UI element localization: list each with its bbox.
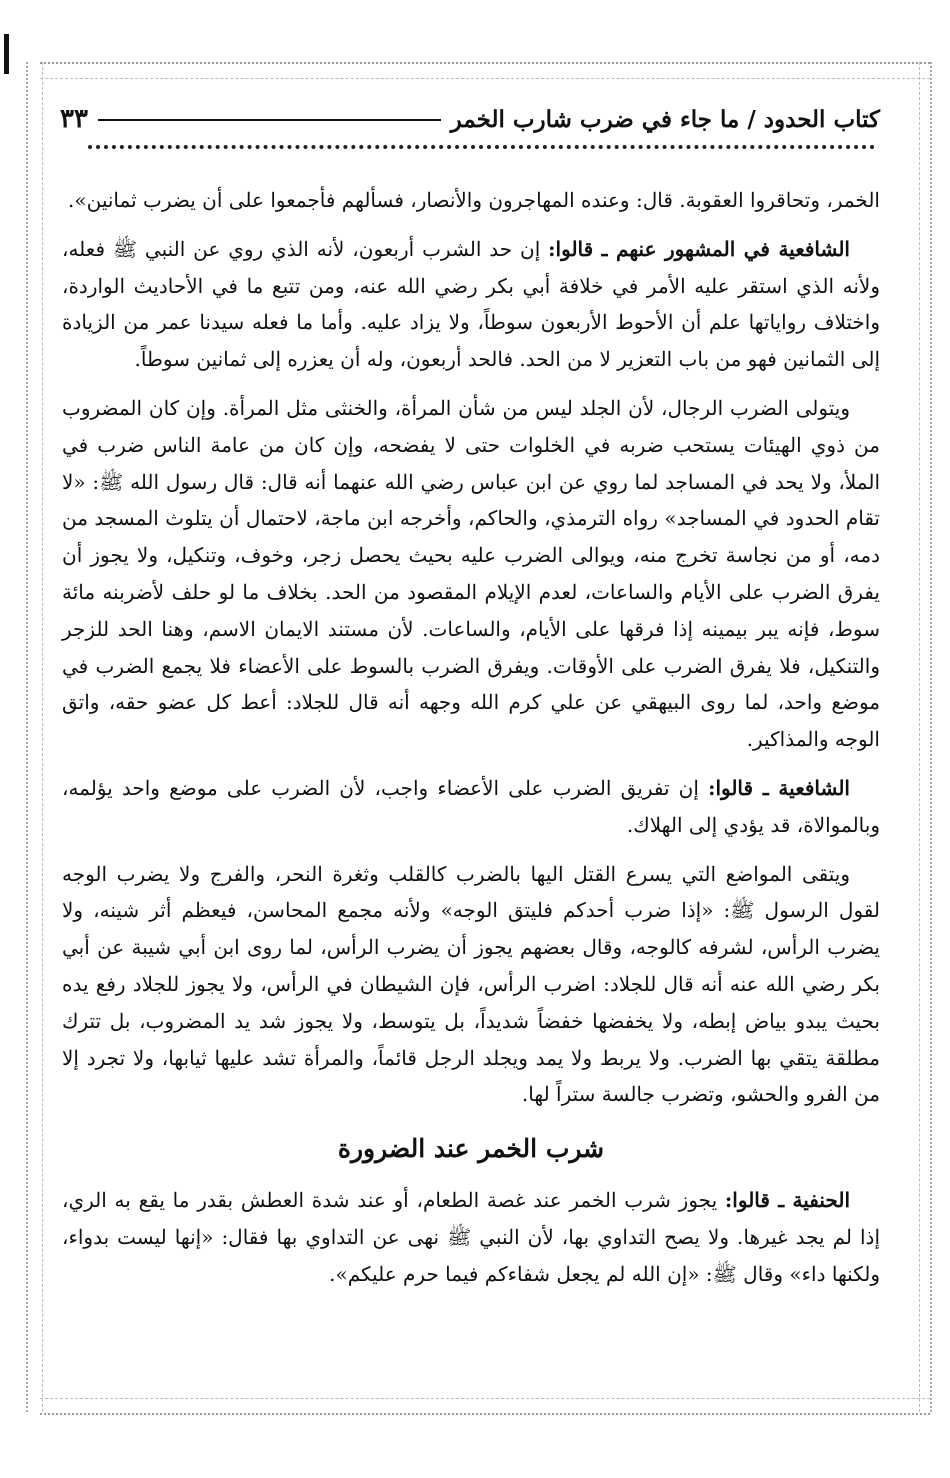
paragraph-lead: الشافعية ـ قالوا: <box>708 775 850 800</box>
paragraph-lead: الحنفية ـ قالوا: <box>724 1187 850 1212</box>
paragraph-shafii-2: الشافعية ـ قالوا: إن تفريق الضرب على الأعضاء واجب، لأن الضرب على موضع واحد يؤلمه، وبالموالاة، قد يؤدي إلى الهلاك. <box>62 775 880 837</box>
paragraph-hanafi: الحنفية ـ قالوا: يجوز شرب الخمر عند غصة الطعام، أو عند شدة العطش بقدر ما يقع به الري، إذا لم يجد غيرها. ولا يصح التداوي بها، لأن النبي ﷺ نهى عن التداوي بها فقال: «إنها ليست بدواء، ولكنها داء» وقال ﷺ: «إن الله لم يجعل شفاءكم فيما حرم عليكم». <box>62 1187 880 1286</box>
paragraph-1: الخمر، وتحاقروا العقوبة. قال: وعنده المهاجرون والأنصار، فسألهم فأجمعوا على أن يضرب ثمانين». <box>68 188 880 212</box>
section-title: شرب الخمر عند الضرورة <box>337 1134 605 1164</box>
header-rule <box>98 119 441 121</box>
page-content <box>62 182 880 1304</box>
paragraph-5: ويتقى المواضع التي يسرع القتل اليها بالضرب كالقلب وثغرة النحر، والفرج ولا يضرب الوجه لقول الرسول ﷺ: «إذا ضرب أحدكم فليتق الوجه» ولأنه مجمع المحاسن، فيعظم أثر شينه، ولا يضرب الرأس، لشرفه كالوجه، وقال بعضهم يجوز أن يضرب الرأس، لما روى ابن أبي شيبة عن أبي بكر رضي الله عنه أنه قال للجلاد: اضرب الرأس، فإن الشيطان في الرأس، ولا يجوز للجلاد رفع يده بحيث يبدو بياض إبطه، ولا يخفضها خفضاً شديداً، بل يتوسط، ولا يجوز شد يد المضروب، بل تترك مطلقة يتقي بها الضرب. ولا يربط ولا يمد ويجلد الرجل قائماً، والمرأة تشد عليها ثيابها، ولا تجرد إلا من الفرو والحشو، وتضرب جالسة ستراً لها. <box>62 861 880 1107</box>
ornamental-border-top <box>40 62 930 79</box>
running-header <box>60 104 880 140</box>
page-number: ٣٣ <box>60 104 88 134</box>
paragraph-3: ويتولى الضرب الرجال، لأن الجلد ليس من شأن المرأة، والخنثى مثل المرأة. وإن كان المضروب من ذوي الهيئات يستحب ضربه في الخلوات حتى لا يفضحه، وإن كان من عامة الناس ضرب في الملأ، ولا يحد في المساجد لما روي عن ابن عباس رضي الله عنهما أنه قال: قال رسول الله ﷺ: «لا تقام الحدود في المساجد» رواه الترمذي، والحاكم، وأخرجه ابن ماجة، لاحتمال أن يتلوث المسجد من دمه، أو من نجاسة تخرج منه، ويوالى الضرب عليه بحيث يحصل زجر، وخوف، وتنكيل، ولا يجوز أن يفرق الضرب على الأيام والساعات، لعدم الإيلام المقصود من الحد. بخلاف ما لو حلف لأضربنه مائة سوط، فإنه يبر بيمينه إذا فرقها على الأيام، والساعات. لأن مستند الايمان الاسم، وهنا الحد للزجر والتنكيل، فلا يفرق الضرب على الأوقات. ويفرق الضرب بالسوط على الأعضاء فلا يجمع الضرب في موضع واحد، لما روى البيهقي عن علي كرم الله وجهه أنه قال للجلاد: أعط كل عضو حقه، واتق الوجه والمذاكير. <box>62 395 880 752</box>
scan-edge-mark <box>4 34 9 74</box>
ornamental-border-right <box>919 62 932 1412</box>
paragraph-shafii: الشافعية في المشهور عنهم ـ قالوا: إن حد الشرب أربعون، لأنه الذي روي عن النبي ﷺ فعله، ولأنه الذي استقر عليه الأمر في خلافة أبي بكر رضي الله عنه، ومن تتبع ما في الأحاديث الواردة، واختلاف رواياتها علم أن الأحوط الأربعون سوطاً، ولا يزاد عليه. وأما ما فعله سيدنا عمر من الزيادة إلى الثمانين فهو من باب التعزير لا من الحد. فالحد أربعون، وله أن يعزره إلى ثمانين سوطاً. <box>62 236 880 372</box>
paragraph-lead: الشافعية في المشهور عنهم ـ قالوا: <box>548 236 850 261</box>
ornamental-border-bottom <box>40 1398 930 1415</box>
header-title: كتاب الحدود / ما جاء في ضرب شارب الخمر <box>450 106 880 133</box>
dotted-separator <box>88 145 875 149</box>
ornamental-border-left <box>26 62 43 1412</box>
